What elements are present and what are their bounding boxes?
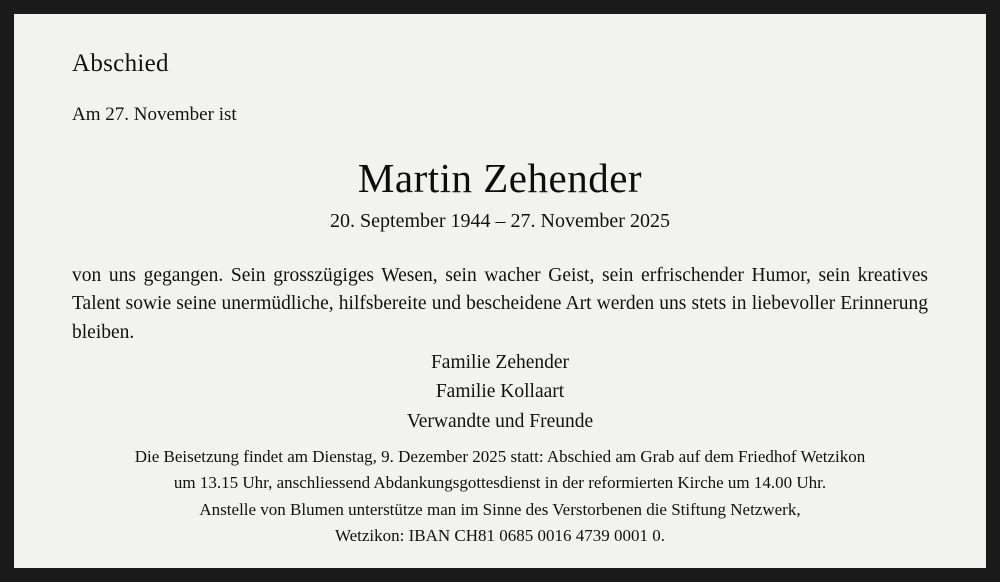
life-dates: 20. September 1944 – 27. November 2025 xyxy=(330,210,670,232)
notice-heading: Abschied xyxy=(72,50,169,77)
notice-intro-line: Am 27. November ist xyxy=(72,104,237,125)
signature-line: Familie Zehender xyxy=(430,352,570,373)
funeral-details-block xyxy=(72,444,928,549)
memorial-body-text: von uns gegangen. Sein grosszügiges Wesen, sein wacher Geist, sein erfrischender Humor, sein kreatives Talent sowie seine unermüdliche, hilfsbereite und bescheidene Art werden uns stets in liebevoller Erinnerung bleiben. xyxy=(72,265,928,343)
deceased-name: Martin Zehender xyxy=(357,155,643,201)
funeral-details-line: um 13.15 Uhr, anschliessend Abdankungsgottesdienst in der reformierten Kirche um 14.00 Uhr. xyxy=(173,473,827,493)
funeral-details-line: Wetzikon: IBAN CH81 0685 0016 4739 0001 0. xyxy=(334,526,666,546)
funeral-details-line: Anstelle von Blumen unterstütze man im Sinne des Verstorbenen die Stiftung Netzwerk, xyxy=(199,499,801,519)
obituary-notice-card xyxy=(14,14,986,568)
signature-line: Verwandte und Freunde xyxy=(406,410,594,432)
funeral-details-line: Die Beisetzung findet am Dienstag, 9. Dezember 2025 statt: Abschied am Grab auf dem Friedhof Wetzikon xyxy=(134,447,866,466)
signature-line: Familie Kollaart xyxy=(435,381,565,403)
signatures-block xyxy=(58,348,942,436)
notice-content xyxy=(58,14,942,568)
